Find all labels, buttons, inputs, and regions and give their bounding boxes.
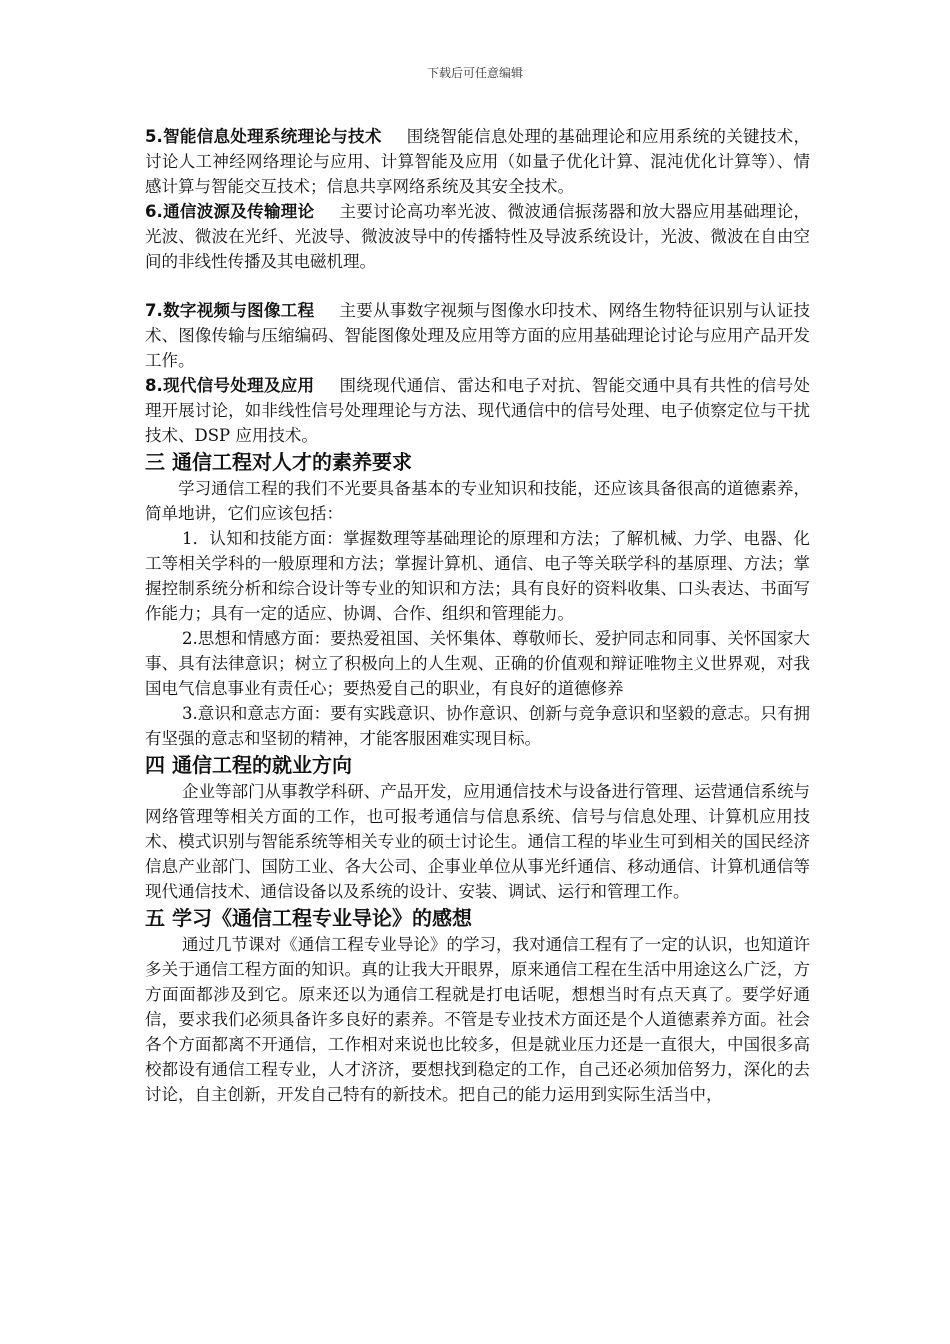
topic-5 [145,124,810,199]
topic-text: 围绕智能信息处理的基础理论和应用系统的关键技术，讨论人工神经网络理论与应用、计算智能及应用（如量子优化计算、混沌优化计算等）、情感计算与智能交互技术；信息共享网络系统及其安全技术。 [145,127,811,196]
section-3-item: 1．认知和技能方面：掌握数理等基础理论的原理和方法；了解机械、力学、电器、化工等相关学科的一般原理和方法；掌握计算机、通信、电子等关联学科的基原理、方法；掌握控制系统分析和综合设计等专业的知识和方法；具有良好的资料收集、口头表达、书面写作能力；具有一定的适应、协调、合作、组织和管理能力。 [145,529,810,623]
topic-6 [145,199,810,274]
section-3-intro: 学习通信工程的我们不光要具备基本的专业知识和技能，还应该具备很高的道德素养，简单地讲，它们应该包括： [145,479,810,523]
topic-heading: 8.现代信号处理及应用 [145,376,315,395]
topic-8 [145,373,810,448]
topic-text: 围绕现代通信、雷达和电子对抗、智能交通中具有共性的信号处理开展讨论，如非线性信号处理理论与方法、现代通信中的信号处理、电子侦察定位与干扰技术、DSP 应用技术。 [145,376,811,445]
document-body [145,124,810,1107]
topic-text: 主要讨论高功率光波、微波通信振荡器和放大器应用基础理论，光波、微波在光纤、光波导、微波波导中的传播特性及导波系统设计，光波、微波在自由空间的非线性传播及其电磁机理。 [145,202,811,271]
section-5-body: 通过几节课对《通信工程专业导论》的学习，我对通信工程有了一定的认识，也知道许多关于通信工程方面的知识。真的让我大开眼界，原来通信工程在生活中用途这么广泛，方方面面都涉及到它。原来还以为通信工程就是打电话呢，想想当时有点天真了。要学好通信，要求我们必须具备许多良好的素养。不管是专业技术方面还是个人道德素养方面。社会各个方面都离不开通信，工作相对来说也比较多，但是就业压力还是一直很大，中国很多高校都设有通信工程专业，人才济济，要想找到稳定的工作，自己还必须加倍努力，深化的去讨论，自主创新，开发自己特有的新技术。把自己的能力运用到实际生活当中， [145,935,810,1104]
section-5-title: 五 学习《通信工程专业导论》的感想 [145,906,472,930]
topic-7 [145,298,810,373]
spacer [145,274,810,298]
section-4-body: 企业等部门从事教学科研、产品开发，应用通信技术与设备进行管理、运营通信系统与网络管理等相关方面的工作，也可报考通信与信息系统、信号与信息处理、计算机应用技术、模式识别与智能系统等相关专业的硕士讨论生。通信工程的毕业生可到相关的国民经济信息产业部门、国防工业、各大公司、企事业单位从事光纤通信、移动通信、计算机通信等现代通信技术、通信设备以及系统的设计、安装、调试、运行和管理工作。 [145,782,810,901]
topic-heading: 6.通信波源及传输理论 [145,202,315,221]
section-3-item: 2.思想和情感方面：要热爱祖国、关怀集体、尊敬师长、爱护同志和同事、关怀国家大事、具有法律意识；树立了积极向上的人生观、正确的价值观和辩证唯物主义世界观，对我国电气信息事业有责任心；要热爱自己的职业，有良好的道德修养 [145,629,810,698]
page-header: 下载后可任意编辑 [426,66,523,80]
section-4-title: 四 通信工程的就业方向 [145,753,352,777]
topic-heading: 5.智能信息处理系统理论与技术 [145,127,382,146]
section-3-item: 3.意识和意志方面：要有实践意识、协作意识、创新与竞争意识和坚毅的意志。只有拥有坚强的意志和坚韧的精神，才能客服困难实现目标。 [145,704,810,748]
topic-heading: 7.数字视频与图像工程 [145,301,315,320]
section-3-title: 三 通信工程对人才的素养要求 [145,450,412,474]
topic-text: 主要从事数字视频与图像水印技术、网络生物特征识别与认证技术、图像传输与压缩编码、智能图像处理及应用等方面的应用基础理论讨论与应用产品开发工作。 [145,301,811,370]
